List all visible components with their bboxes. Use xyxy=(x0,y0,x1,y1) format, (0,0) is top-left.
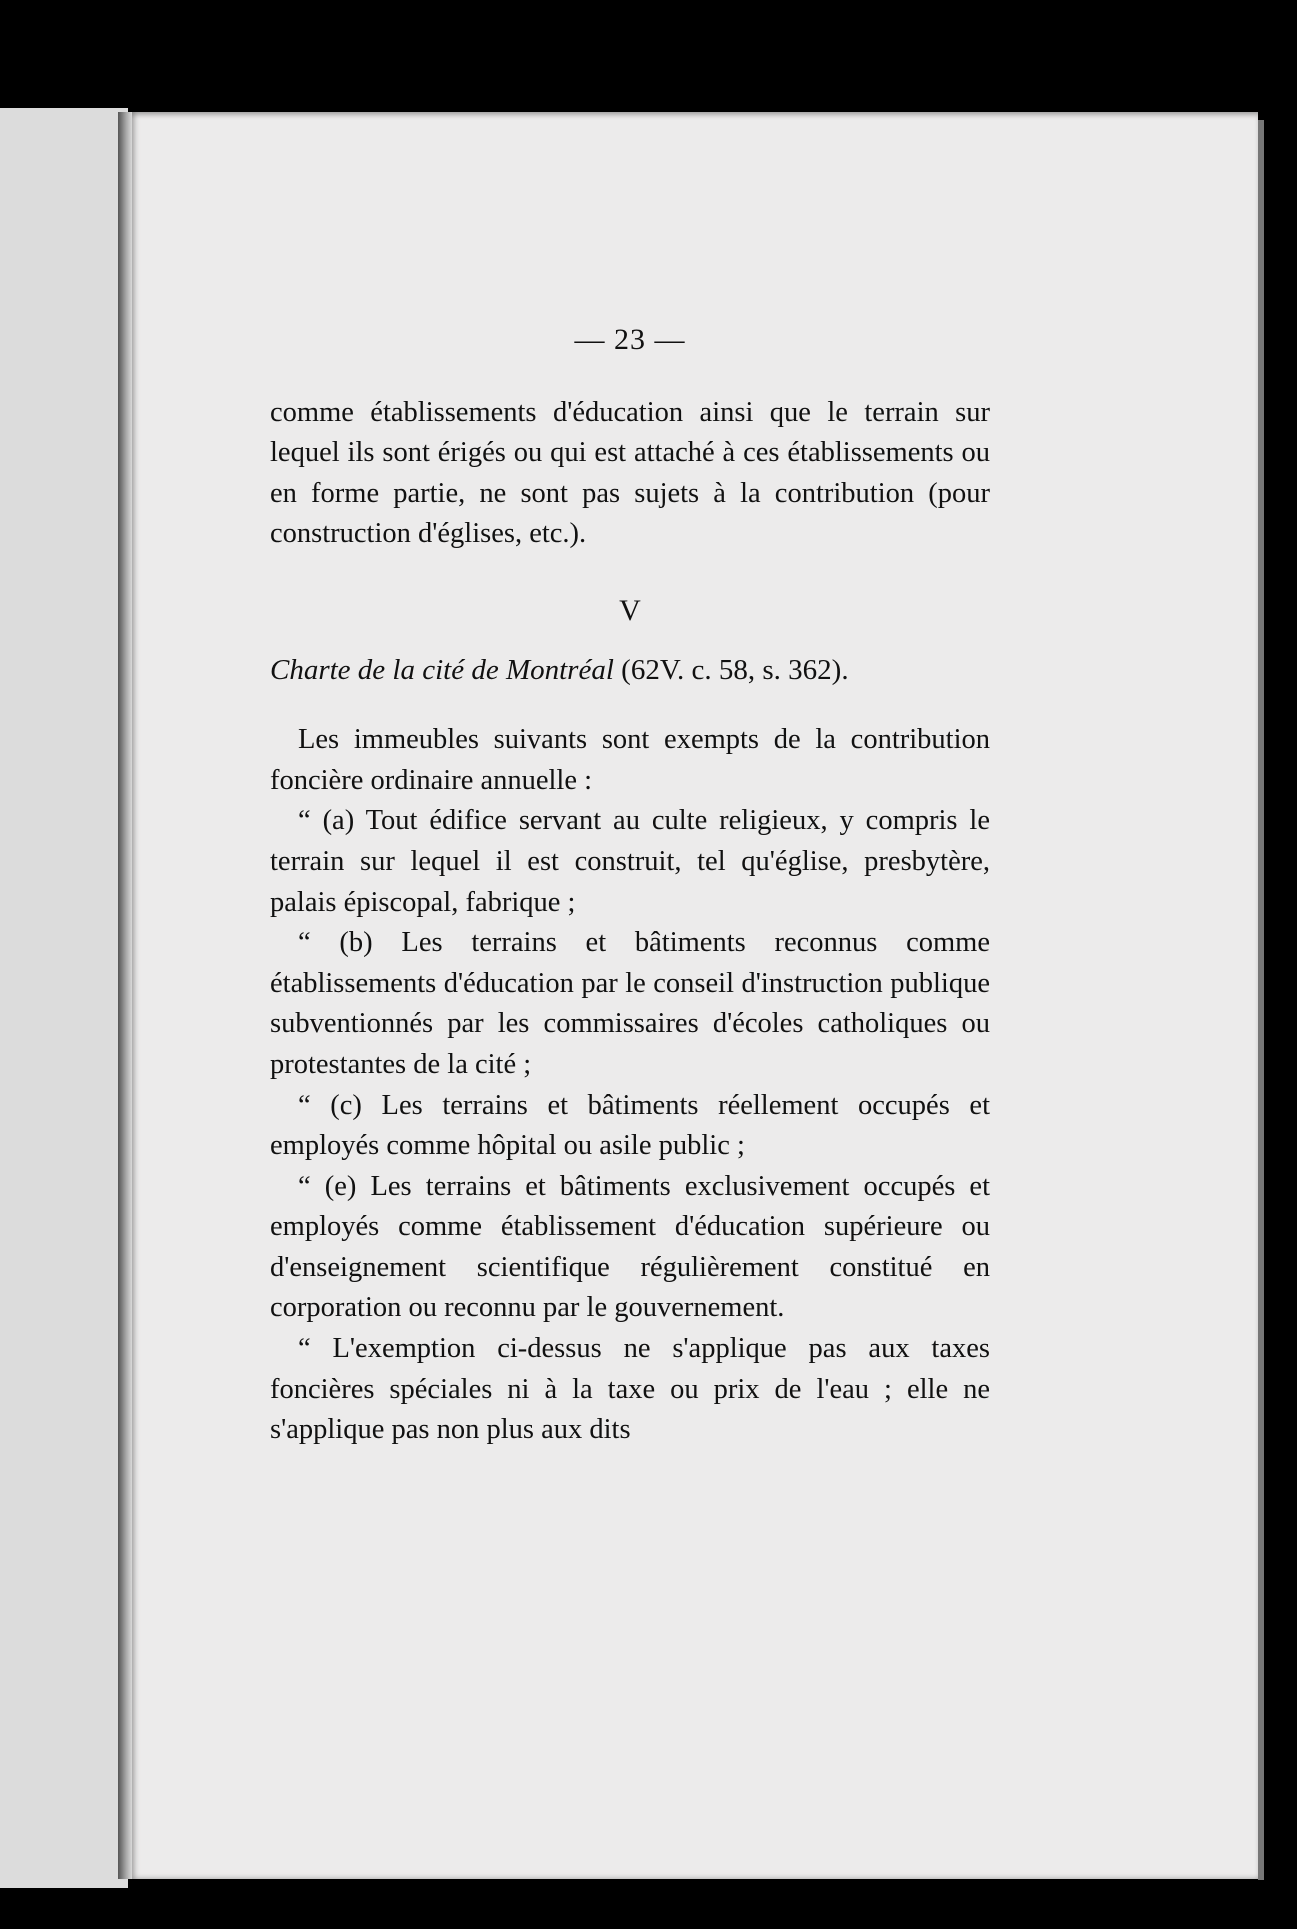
page-binding-shadow xyxy=(118,112,132,1879)
item-c: “ (c) Les terrains et bâtiments réellement occupés et employés comme hôpital ou asile public ; xyxy=(270,1089,990,1162)
page-number: — 23 — xyxy=(574,323,686,356)
item-a: “ (a) Tout édifice servant au culte religieux, y compris le terrain sur lequel il est construit, tel qu'église, presbytère, palais épiscopal, fabrique ; xyxy=(270,805,990,918)
section-number: V xyxy=(619,593,641,627)
citation-reference: (62V. c. 58, s. 362). xyxy=(621,653,849,686)
adjacent-page-edge xyxy=(0,108,128,1888)
lead-paragraph: Les immeubles suivants sont exempts de la contribution foncière ordinaire annuelle : xyxy=(270,724,990,796)
item-b: “ (b) Les terrains et bâtiments reconnus comme établissements d'éducation par le conseil d'instruction publique subventionnés par les commissaires d'écoles catholiques ou protestantes de la cité ; xyxy=(270,927,990,1080)
intro-paragraph: comme établissements d'éducation ainsi que le terrain sur lequel ils sont érigés ou qui est attaché à ces établissements ou en forme partie, ne sont pas sujets à la contribution (pour construction d'églises, etc.). xyxy=(270,396,990,550)
exemption-paragraph: “ L'exemption ci-dessus ne s'applique pas aux taxes foncières spéciales ni à la taxe ou prix de l'eau ; elle ne s'applique pas non plus aux dits xyxy=(270,1333,990,1446)
citation xyxy=(270,650,990,691)
page-text xyxy=(270,320,990,1451)
citation-title: Charte de la cité de Montréal xyxy=(270,653,614,686)
item-e: “ (e) Les terrains et bâtiments exclusivement occupés et employés comme établissement d'éducation supérieure ou d'enseignement scientifique régulièrement constitué en corporation ou reconnu par le gouvernement. xyxy=(270,1170,990,1324)
page-right-edge xyxy=(1258,120,1264,1880)
